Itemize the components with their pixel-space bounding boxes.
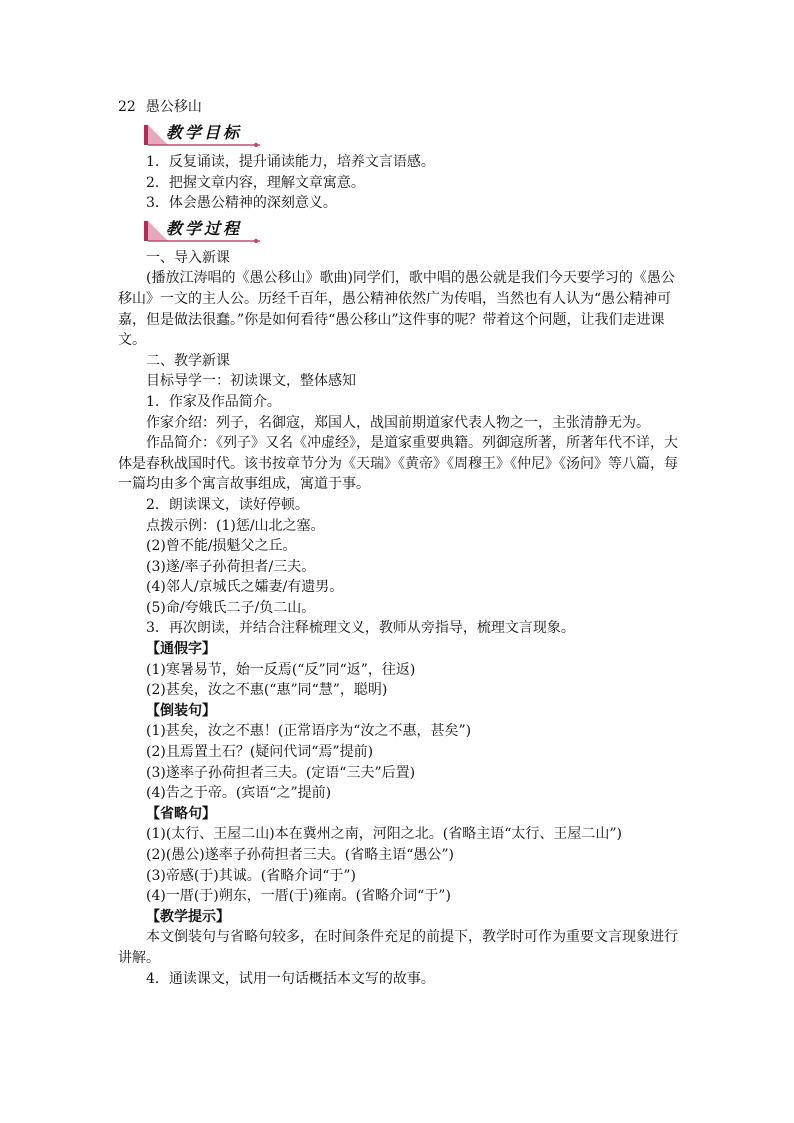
lesson-number: 22 xyxy=(118,99,136,115)
document-page xyxy=(118,96,678,989)
pause-example: (4)邻人/京城氏之孀妻/有遗男。 xyxy=(146,579,344,596)
tongjia-item: (1)寒暑易节，始一反焉(“反”同“返”，往返) xyxy=(146,661,416,678)
tongjia-item: (2)甚矣，汝之不惠(“惠”同“慧”，聪明) xyxy=(146,682,388,699)
step-item: 1．作家及作品简介。 xyxy=(146,393,281,410)
lesson-title xyxy=(118,96,678,118)
section-title-process: 教学过程 xyxy=(166,218,243,238)
step-item: 3．再次朗读，并结合注释梳理文义，教师从旁指导，梳理文言现象。 xyxy=(146,620,575,637)
category-label-daozhuang: 【倒装句】 xyxy=(146,702,216,719)
work-intro: 作品简介：《列子》又名《冲虚经》，是道家重要典籍。列御寇所著，所著年代不详，大体是春秋战国时代。该书按章节分为《天瑞》《黄帝》《周穆王》《仲尼》《汤问》等八篇，每一篇均由多个寓言故事组成，寓道于事。 xyxy=(118,435,678,493)
pause-example: (5)命/夸娥氏二子/负二山。 xyxy=(146,599,316,616)
step-item: 4．通读课文，试用一句话概括本文写的故事。 xyxy=(146,970,435,987)
pause-example: (2)曾不能/损魁父之丘。 xyxy=(146,538,297,555)
section-banner-goals xyxy=(144,122,262,148)
author-intro: 作家介绍：列子，名御寇，郑国人，战国前期道家代表人物之一，主张清静无为。 xyxy=(146,414,650,431)
guide-heading: 目标导学一：初读课文，整体感知 xyxy=(146,373,356,390)
shenglue-item: (4)一厝(于)朔东，一厝(于)雍南。(省略介词“于”) xyxy=(146,888,451,905)
pause-example: (3)遂/率子孙荷担者/三夫。 xyxy=(146,558,316,575)
daozhuang-item: (3)遂率子孙荷担者三夫。(定语“三夫”后置) xyxy=(146,764,416,781)
daozhuang-item: (2)且焉置土石？(疑问代词“焉”提前) xyxy=(146,744,374,761)
shenglue-item: (3)帝感(于)其诚。(省略介词“于”) xyxy=(146,867,356,884)
daozhuang-item: (1)甚矣，汝之不惠！(正常语序为“汝之不惠，甚矣”) xyxy=(146,723,472,740)
shenglue-item: (1)(太行、王屋二山)本在冀州之南，河阳之北。(省略主语“太行、王屋二山”) xyxy=(146,826,622,843)
pause-example: 点拨示例：(1)惩/山北之塞。 xyxy=(146,517,325,534)
intro-paragraph: (播放江涛唱的《愚公移山》歌曲)同学们，歌中唱的愚公就是我们今天要学习的《愚公移山》一文的主人公。历经千百年，愚公精神依然广为传唱，当然也有人认为“愚公精神可嘉，但是做法很蠢。”你是如何看待“愚公移山”这件事的呢？带着这个问题，让我们走进课文。 xyxy=(118,270,675,349)
daozhuang-item: (4)告之于帝。(宾语“之”提前) xyxy=(146,785,332,802)
category-label-tongjia: 【通假字】 xyxy=(146,641,216,658)
shenglue-item: (2)(愚公)遂率子孙荷担者三夫。(省略主语“愚公”) xyxy=(146,847,454,863)
category-label-shenglue: 【省略句】 xyxy=(146,805,216,822)
goal-item: 3．体会愚公精神的深刻意义。 xyxy=(146,195,337,212)
goal-item: 2．把握文章内容，理解文章寓意。 xyxy=(146,174,365,191)
category-label-tip: 【教学提示】 xyxy=(146,908,230,925)
intro-heading: 一、导入新课 xyxy=(146,249,230,266)
goal-item: 1．反复诵读，提升诵读能力，培养文言语感。 xyxy=(146,154,435,170)
section-title-goals: 教学目标 xyxy=(166,123,243,142)
section-banner-process xyxy=(144,218,262,244)
step-item: 2．朗读课文，读好停顿。 xyxy=(146,496,309,513)
lesson-name: 愚公移山 xyxy=(145,99,202,115)
teach-heading: 二、教学新课 xyxy=(146,352,230,369)
teaching-tip: 本文倒装句与省略句较多，在时间条件充足的前提下，教学时可作为重要文言现象进行讲解。 xyxy=(118,929,678,966)
